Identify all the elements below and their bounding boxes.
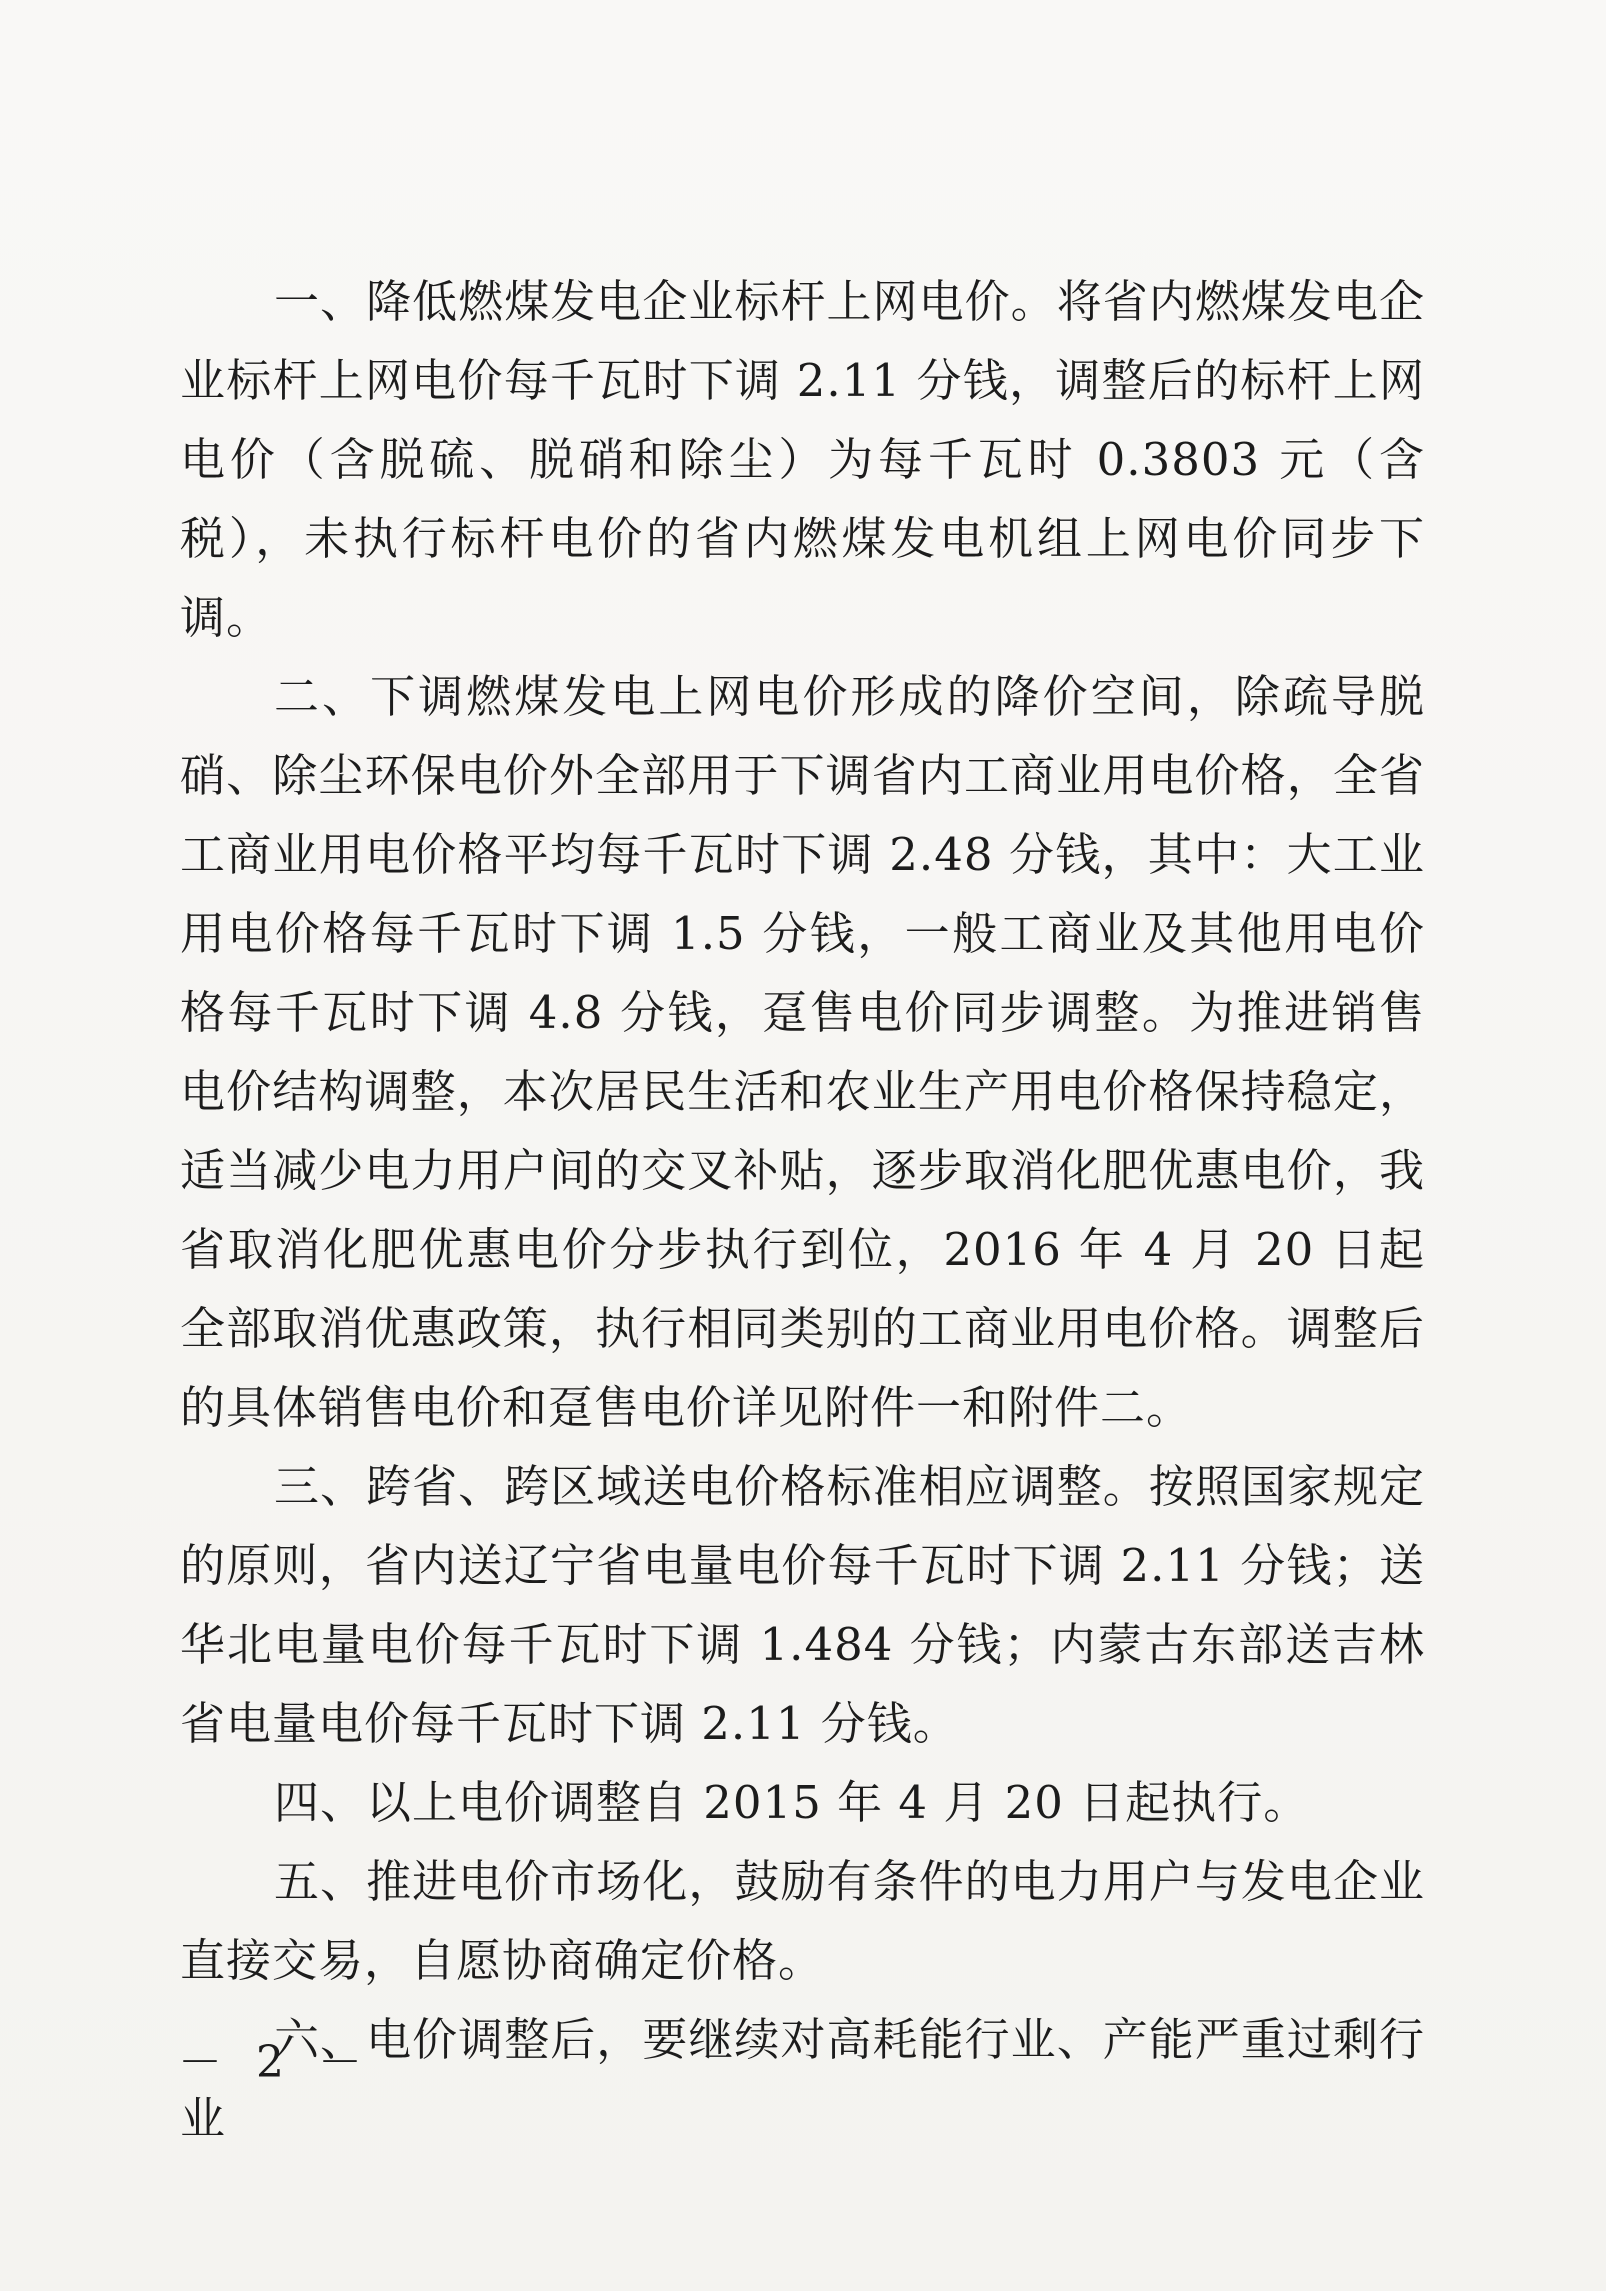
paragraph-2: 二、下调燃煤发电上网电价形成的降价空间，除疏导脱硝、除尘环保电价外全部用于下调省内工商业用电价格，全省工商业用电价格平均每千瓦时下调 2.48 分钱，其中：大工业用电价格每千瓦时下调 1.5 分钱，一般工商业及其他用电价格每千瓦时下调 4.8 分钱，趸售电价同步调整。为推进销售电价结构调整，本次居民生活和农业生产用电价格保持稳定，适当减少电力用户间的交叉补贴，逐步取消化肥优惠电价，我省取消化肥优惠电价分步执行到位，2016 年 4 月 20 日起全部取消优惠政策，执行相同类别的工商业用电价格。调整后的具体销售电价和趸售电价详见附件一和附件二。 — [180, 670, 1425, 1434]
paragraph-1: 一、降低燃煤发电企业标杆上网电价。将省内燃煤发电企业标杆上网电价每千瓦时下调 2.11 分钱，调整后的标杆上网电价（含脱硫、脱硝和除尘）为每千瓦时 0.3803 元（含税），未执行标杆电价的省内燃煤发电机组上网电价同步下调。 — [180, 275, 1425, 644]
paragraph-4: 四、以上电价调整自 2015 年 4 月 20 日起执行。 — [274, 1776, 1310, 1829]
page-number: － 2 － — [178, 2037, 372, 2088]
paragraph-5: 五、推进电价市场化，鼓励有条件的电力用户与发电企业直接交易，自愿协商确定价格。 — [180, 1855, 1425, 1987]
document-body — [180, 262, 1425, 2158]
paragraph-6: 六、电价调整后，要继续对高耗能行业、产能严重过剩行业 — [180, 2013, 1425, 2145]
paragraph-3: 三、跨省、跨区域送电价格标准相应调整。按照国家规定的原则，省内送辽宁省电量电价每千瓦时下调 2.11 分钱；送华北电量电价每千瓦时下调 1.484 分钱；内蒙古东部送吉林省电量电价每千瓦时下调 2.11 分钱。 — [180, 1460, 1425, 1750]
